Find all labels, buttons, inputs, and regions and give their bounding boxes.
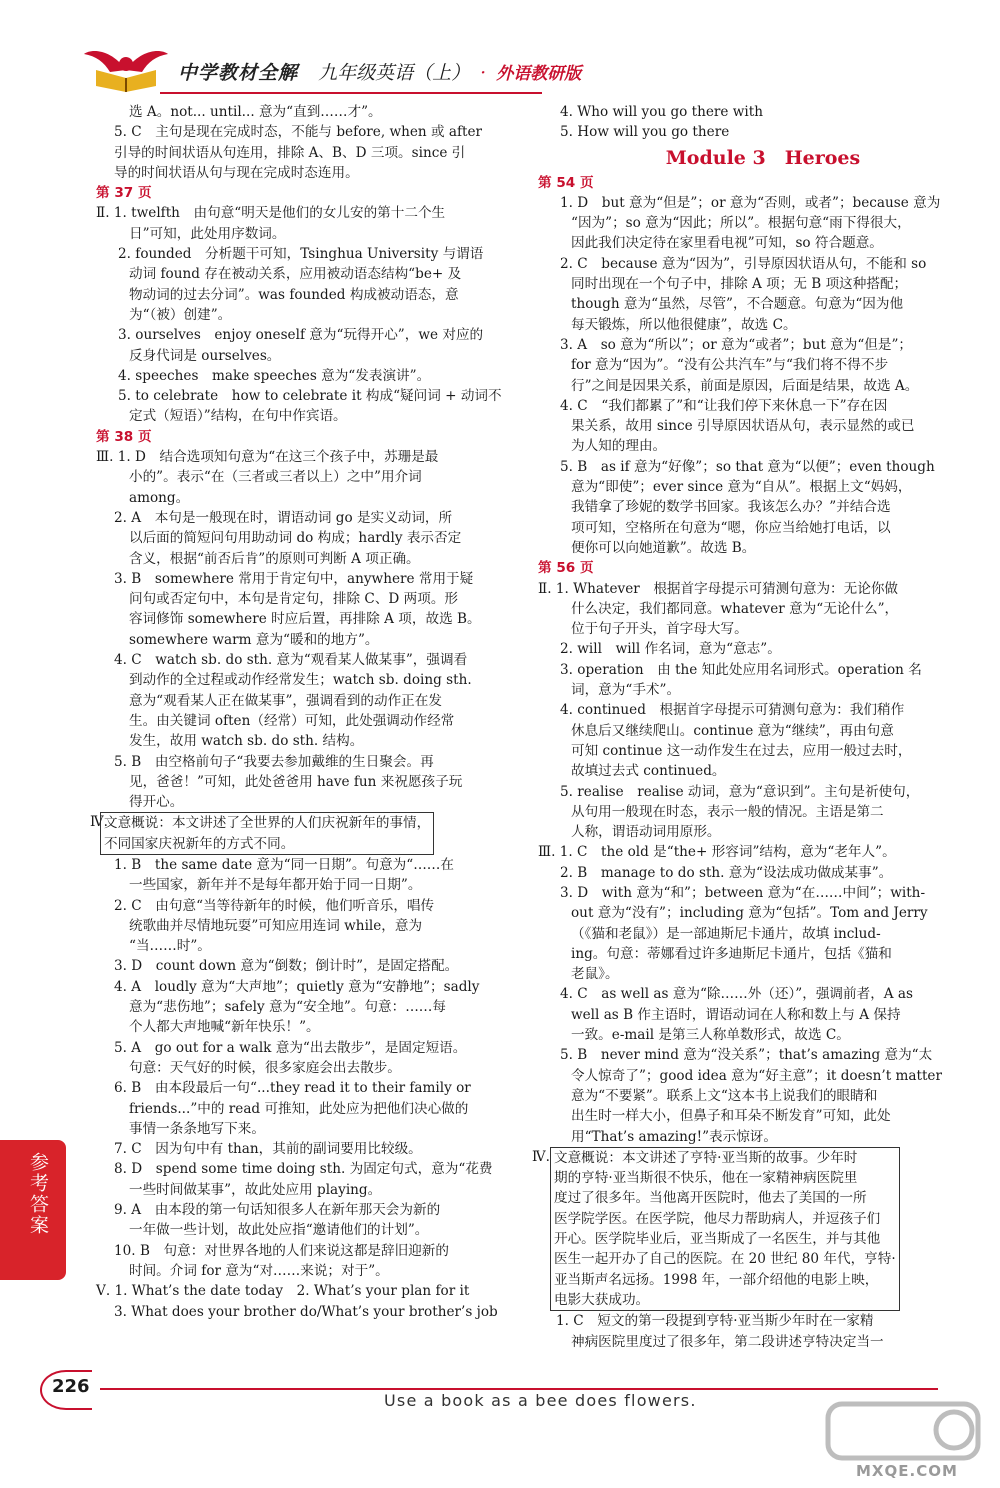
answer-line: 为人知的理由。: [571, 438, 667, 455]
text-summary-box: [550, 1147, 900, 1311]
answer-line: 句意：天气好的时候，很多家庭会出去散步。: [129, 1059, 401, 1076]
answer-line: 引导的时间状语从句连用，排除 A、B、D 三项。since 引: [114, 144, 466, 161]
answer-line: 一些国家，新年并不是每年都开始于同一日期”。: [129, 877, 422, 894]
answer-line: 因此我们决定待在家里看电视”可知，so 符合题意。: [571, 235, 883, 252]
header-title: [178, 58, 581, 85]
answer-line: 以后面的简短问句用助动词 do 构成；hardly 表示否定: [129, 530, 462, 547]
answer-line: 10. B 句意：对世界各地的人们来说这都是辞旧迎新的: [114, 1242, 449, 1259]
left-column: [90, 102, 514, 1322]
answer-line: Ⅱ. 1. twelfth 由句意“明天是他们的女儿安的第十二个生: [96, 205, 446, 222]
answer-line: 一年做一些计划，故此处应指“邀请他们的计划”。: [129, 1222, 429, 1239]
answer-line: 反身代词是 ourselves。: [129, 347, 281, 364]
answer-line: 4. C watch sb. do sth. 意为“观看某人做某事”，强调看: [114, 652, 468, 669]
answer-line: Ⅲ. 1. D 结合选项知句意为“在这三个孩子中，苏珊是最: [96, 449, 439, 466]
answer-line: 2. will will 作名词，意为“意志”。: [560, 641, 781, 658]
answer-line: somewhere warm 意为“暖和的地方”。: [129, 631, 379, 648]
answer-line: 时间。介词 for 意为“对……来说；对于”。: [129, 1262, 389, 1279]
answer-line: 2. A 本句是一般现在时，谓语动词 go 是实义动词，所: [114, 509, 453, 526]
answer-line: 物动词的过去分词”。was founded 构成被动语态，意: [129, 286, 459, 303]
right-answers-part2: [538, 173, 948, 1147]
answer-line: 意为“即使”；ever since 意为“自从”。根据上文“妈妈，: [571, 479, 912, 496]
answer-line: out 意为“没有”；including 意为“包括”。Tom and Jerry: [571, 905, 928, 922]
answer-line: 4. C as well as 意为“除……外（还）”，强调前者，A as: [560, 986, 914, 1003]
answer-line: 令人惊奇了”；good idea 意为“好主意”；it doesn’t matter: [571, 1067, 942, 1084]
answer-line: 项可知，空格所在句意为“嗯，你应当给她打电话，以: [571, 519, 891, 536]
answer-line: 意为“悲伤地”；safely 意为“安全地”。句意：……每: [129, 999, 446, 1016]
answer-line: 3. What does your brother do/What’s your brother’s job: [114, 1303, 498, 1320]
summary-line: 开心。医学院毕业后，亚当斯成了一名医生，并与其他: [554, 1231, 881, 1248]
answer-line: Ⅴ. 1. What’s the date today 2. What’s your plan for it: [96, 1283, 470, 1300]
answer-line: 发生，故用 watch sb. do sth. 结构。: [129, 733, 364, 750]
answer-line: ing。句意：蒂娜看过许多迪斯尼卡通片，包括《猫和: [571, 945, 892, 962]
answer-line: 便你可以向她道歉”。故选 B。: [571, 539, 756, 556]
answer-line: 意为“不要紧”。联系上文“这本书上说我们的眼睛和: [571, 1087, 878, 1104]
summary-line: 医生一起开办了自己的医院。在 20 世纪 80 年代，亨特·: [554, 1251, 896, 1268]
answer-line: 2. C because 意为“因为”，引导原因状语从句，不能和 so: [560, 255, 927, 272]
answer-line: among。: [129, 489, 190, 506]
answer-line: friends...”中的 read 可推知，此处应为把他们决心做的: [129, 1100, 469, 1117]
answer-line: 3. D with 意为“和”；between 意为“在……中间”；with-: [560, 884, 926, 901]
answer-line: though 意为“虽然，尽管”，不合题意。句意为“因为他: [571, 296, 904, 313]
page-heading: 第 56 页: [538, 560, 594, 577]
footer-motto: Use a book as a bee does flowers.: [384, 1391, 697, 1410]
answer-line: Ⅱ. 1. Whatever 根据首字母提示可猜测句意为：无论你做: [538, 580, 899, 597]
series-name: 中学教材全解: [178, 62, 299, 84]
answer-line: 5. to celebrate how to celebrate it 构成“疑问词 + 动词不: [118, 388, 502, 405]
edition-name: 外语教研版: [496, 64, 582, 84]
answer-line: 7. C 因为句中有 than，其前的副词要用比较级。: [114, 1141, 422, 1158]
answer-line: 4. continued 根据首字母提示可猜测句意为：我们稍作: [560, 702, 905, 719]
answer-line: 意为“观看某人正在做某事”，强调看到的动作正在发: [129, 692, 442, 709]
left-summary-block: [90, 812, 514, 855]
book-name: 九年级英语（上）: [318, 62, 471, 84]
section-roman: Ⅳ.: [90, 814, 108, 831]
page-header: [0, 0, 1000, 96]
winged-book-logo-icon: [82, 40, 170, 92]
answer-line: 个人都大声地喊“新年快乐！”。: [129, 1019, 320, 1036]
answer-line: “因为”；so 意为“因此；所以”。根据句意“雨下得很大，: [571, 215, 911, 232]
answer-line: 出生时一样大小，但鼻子和耳朵不断发育”可知，此处: [571, 1108, 891, 1125]
page-number: 226: [52, 1376, 90, 1397]
text-summary-box: [100, 812, 434, 855]
answer-line: 得开心。: [129, 794, 184, 811]
answer-line: 词，意为“手术”。: [571, 682, 681, 699]
answer-line: 到动作的全过程或动作经常发生；watch sb. doing sth.: [129, 672, 472, 689]
summary-line: 亚当斯声名远扬。1998 年，一部介绍他的电影上映，: [554, 1271, 879, 1288]
answer-line: 2. C 由句意“当等待新年的时候，他们听音乐，唱传: [114, 897, 435, 914]
answer-line: 问句或否定句中，本句是肯定句，排除 C、D 两项。形: [129, 591, 459, 608]
answer-line: 神病医院里度过了很多年，第二段讲述亨特决定当一: [571, 1333, 884, 1350]
answer-line: 生。由关键词 often（经常）可知，此处强调动作经常: [129, 712, 455, 729]
answer-line: 5. B as if 意为“好像”；so that 意为“以便”；even though: [560, 458, 935, 475]
answer-line: 5. How will you go there: [560, 124, 730, 141]
answer-line: 3. A so 意为“所以”；or 意为“或者”；but 意为“但是”；: [560, 336, 913, 353]
answer-line: 休息后又继续爬山。continue 意为“继续”，再由句意: [571, 722, 894, 739]
summary-line: 电影大获成功。: [554, 1291, 650, 1308]
summary-line: 不同国家庆祝新年的方式不同。: [104, 835, 295, 852]
answer-line: 4. C “我们都累了”和“让我们停下来休息一下”存在因: [560, 397, 888, 414]
answer-line: 含义，根据“前否后肯”的原则可判断 A 项正确。: [129, 550, 420, 567]
header-rule: [160, 92, 542, 94]
answer-line: （《猫和老鼠》）是一部迪斯尼卡通片，故填 includ-: [571, 925, 881, 942]
answer-line: 5. A go out for a walk 意为“出去散步”，是固定短语。: [114, 1039, 467, 1056]
answer-line: 日”可知，此处用序数词。: [129, 225, 286, 242]
answer-line: well as B 作主语时，谓语动词在人称和数上与 A 保持: [571, 1006, 901, 1023]
answer-line: 容词修饰 somewhere 时应后置，再排除 A 项，故选 B。: [129, 611, 481, 628]
summary-line: 医学院学医。在医学院，他尽力帮助病人，并逗孩子们: [554, 1210, 881, 1227]
answer-line: 同时出现在一个句子中，排除 A 项；无 B 项这种搭配；: [571, 276, 908, 293]
answer-line: 人称，谓语动词用原形。: [571, 824, 721, 841]
page-heading: 第 38 页: [96, 428, 152, 445]
answer-line: 1. D but 意为“但是”；or 意为“否则，或者”；because 意为: [560, 194, 941, 211]
side-tab-label: 参考答案: [27, 1152, 49, 1236]
summary-line: 期的亨特·亚当斯很不快乐，他在一家精神病医院里: [554, 1170, 858, 1187]
answer-line: 为“（被）创建”。: [129, 306, 232, 323]
module-title: Module 3 Heroes: [665, 146, 861, 169]
answer-line: 5. C 主句是现在完成时态，不能与 before, when 或 after: [114, 124, 483, 141]
answer-line: 5. B never mind 意为“没关系”；that’s amazing 意为“太: [560, 1047, 933, 1064]
answer-line: 选 A。not... until... 意为“直到……才”。: [129, 104, 382, 120]
answer-line: 3. B somewhere 常用于肯定句中，anywhere 常用于疑: [114, 570, 474, 587]
answer-line: Ⅲ. 1. C the old 是“the+ 形容词”结构，意为“老年人”。: [538, 844, 896, 861]
answer-line: 行”之间是因果关系，前面是原因，后面是结果，故选 A。: [571, 377, 919, 394]
answer-line: 可知 continue 这一动作发生在过去，应用一般过去时，: [571, 742, 912, 759]
answer-line: 5. realise realise 动词，意为“意识到”。主句是祈使句，: [560, 783, 920, 800]
answer-line: 故填过去式 continued。: [571, 763, 726, 780]
answer-line: 一些时间做某事”，故此处应用 playing。: [129, 1181, 382, 1198]
answer-line: 小的”。表示“在（三者或三者以上）之中”用介词: [129, 469, 422, 486]
answer-line: 2. founded 分析题干可知，Tsinghua University 与谓语: [118, 246, 484, 263]
left-answers-part1: [96, 102, 514, 812]
answer-line: 3. operation 由 the 知此处应用名词形式。operation 名: [560, 661, 922, 678]
answer-line: 9. A 由本段的第一句话知很多人在新年那天会为新的: [114, 1202, 441, 1219]
watermark-text: MXQE.COM: [856, 1462, 958, 1480]
answer-line: 事情一条条地写下来。: [129, 1120, 265, 1137]
answer-line: 用“That’s amazing!”表示惊讶。: [571, 1128, 777, 1145]
answer-line: 1. B the same date 意为“同一日期”。句意为“……在: [114, 856, 454, 873]
section-roman: Ⅳ.: [532, 1148, 550, 1165]
answer-line: 5. B 由空格前句子“我要去参加戴维的生日聚会。再: [114, 753, 434, 770]
answer-line: 动词 found 存在被动关系，应用被动语态结构“be+ 及: [129, 266, 462, 283]
answer-line: 2. B manage to do sth. 意为“设法成功做成某事”。: [560, 864, 893, 881]
answer-line: 4. speeches make speeches 意为“发表演讲”。: [118, 367, 431, 384]
answer-line: 6. B 由本段最后一句“...they read it to their family or: [114, 1080, 471, 1097]
page-heading: 第 54 页: [538, 174, 594, 191]
page-heading: 第 37 页: [96, 185, 152, 202]
answer-line: 4. Who will you go there with: [560, 104, 763, 120]
header-dot: ·: [480, 62, 487, 84]
answer-line: 导的时间状语从句与现在完成时态连用。: [114, 164, 359, 181]
right-summary-block: [532, 1147, 948, 1311]
answer-line: 8. D spend some time doing sth. 为固定句式，意为“花费: [114, 1161, 493, 1178]
left-answers-part2: [96, 855, 514, 1322]
right-answers-part1: [538, 102, 948, 143]
answer-line: 见，爸爸！”可知，此处爸爸用 have fun 来祝愿孩子玩: [129, 773, 463, 790]
answer-line: 4. A loudly 意为“大声地”；quietly 意为“安静地”；sadly: [114, 978, 480, 995]
footer-rule: [100, 1388, 938, 1390]
answer-line: 什么决定，我们都同意。whatever 意为“无论什么”，: [571, 600, 899, 617]
answer-line: 我错拿了珍妮的数学书回家。我该怎么办？”并结合选: [571, 499, 891, 516]
right-column: [532, 102, 948, 1352]
answer-line: 3. D count down 意为“倒数；倒计时”，是固定搭配。: [114, 958, 459, 975]
answer-line: 从句用一般现在时态，表示一般的情况。主语是第二: [571, 803, 884, 820]
summary-line: 度过了很多年。当他离开医院时，他去了美国的一所: [554, 1190, 867, 1207]
answer-line: 每天锻炼，所以他很健康”，故选 C。: [571, 316, 797, 333]
answer-line: “当……时”。: [129, 938, 211, 955]
summary-line: 文意概说：本文讲述了亨特·亚当斯的故事。少年时: [554, 1149, 858, 1166]
answer-line: 定式（短语）”结构，在句中作宾语。: [129, 408, 347, 425]
answer-line: 老鼠》。: [571, 966, 619, 983]
right-answers-part3: [538, 1311, 948, 1352]
answer-line: 一致。e-mail 是第三人称单数形式，故选 C。: [571, 1027, 850, 1044]
answer-line: 1. C 短文的第一段提到亨特·亚当斯少年时在一家精: [556, 1313, 874, 1330]
answer-line: for 意为“因为”。“没有公共汽车”与“我们将不得不步: [571, 357, 889, 374]
answer-line: 位于句子开头，首字母大写。: [571, 621, 748, 638]
answer-line: 果关系，故用 since 引导原因状语从句，表示显然的或已: [571, 418, 915, 435]
answer-line: 统歌曲并尽情地玩耍”可知应用连词 while，意为: [129, 917, 423, 934]
summary-line: 文意概说：本文讲述了全世界的人们庆祝新年的事情，: [104, 815, 431, 832]
answer-line: 3. ourselves enjoy oneself 意为“玩得开心”，we 对应的: [118, 327, 484, 344]
